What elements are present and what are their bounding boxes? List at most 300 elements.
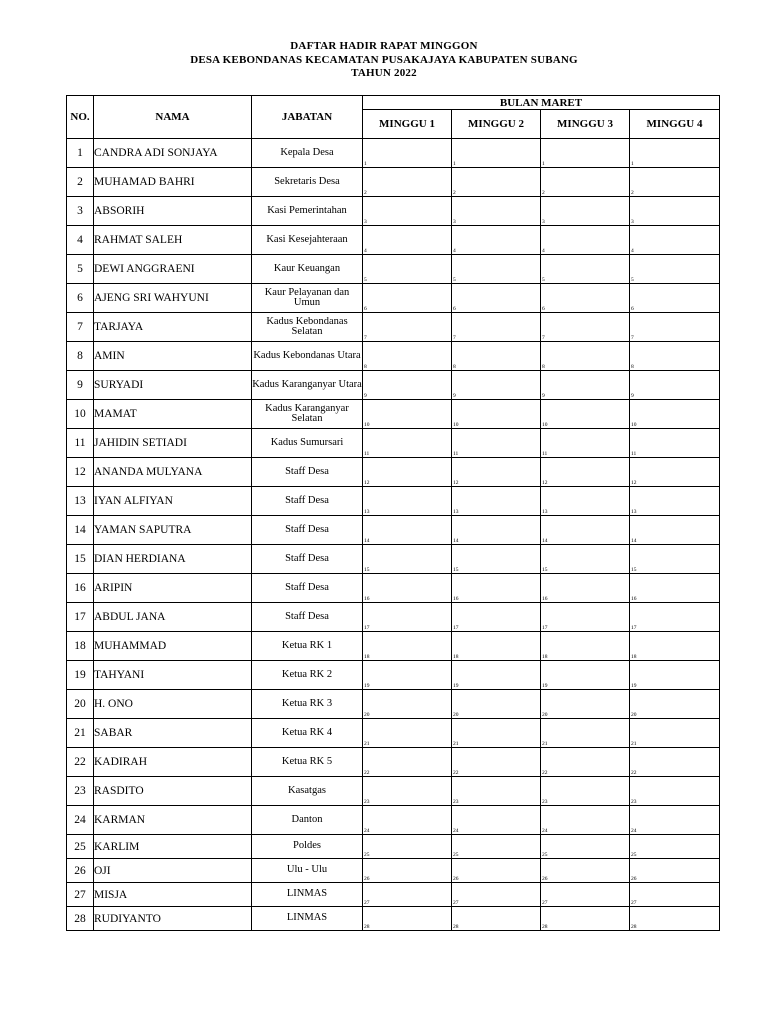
row-number: 24 (67, 806, 94, 835)
signature-cell-week-4[interactable] (630, 342, 720, 371)
signature-cell-week-3[interactable] (541, 806, 630, 835)
signature-cell-week-3[interactable] (541, 284, 630, 313)
header-month: BULAN MARET (363, 96, 720, 110)
row-name: YAMAN SAPUTRA (94, 516, 252, 545)
signature-cell-week-4[interactable] (630, 255, 720, 284)
row-name: MISJA (94, 883, 252, 907)
row-position: Kepala Desa (252, 139, 363, 168)
row-position: Kadus Kebondanas Utara (252, 342, 363, 371)
signature-line-number: 14 (453, 538, 459, 544)
row-number: 25 (67, 835, 94, 859)
table-row (67, 835, 720, 859)
signature-cell-week-3[interactable] (541, 859, 630, 883)
signature-line-number: 23 (364, 799, 370, 805)
signature-line-number: 1 (542, 161, 545, 167)
signature-line-number: 28 (453, 924, 459, 930)
signature-line-number: 24 (453, 828, 459, 834)
signature-cell-week-1[interactable] (363, 883, 452, 907)
signature-line-number: 19 (542, 683, 548, 689)
row-name: ABDUL JANA (94, 603, 252, 632)
row-position: Kasatgas (252, 777, 363, 806)
document-title: DAFTAR HADIR RAPAT MINGGON (290, 40, 478, 52)
signature-line-number: 13 (542, 509, 548, 515)
signature-cell-week-4[interactable] (630, 226, 720, 255)
signature-cell-week-2[interactable] (452, 197, 541, 226)
table-row (67, 806, 720, 835)
signature-line-number: 9 (631, 393, 634, 399)
signature-line-number: 14 (364, 538, 370, 544)
signature-cell-week-4[interactable] (630, 603, 720, 632)
signature-cell-week-1[interactable] (363, 835, 452, 859)
row-position: Staff Desa (252, 516, 363, 545)
signature-cell-week-1[interactable] (363, 429, 452, 458)
row-name: ANANDA MULYANA (94, 458, 252, 487)
signature-cell-week-4[interactable] (630, 168, 720, 197)
signature-cell-week-4[interactable] (630, 777, 720, 806)
signature-cell-week-2[interactable] (452, 516, 541, 545)
signature-cell-week-3[interactable] (541, 313, 630, 342)
row-number: 9 (67, 371, 94, 400)
row-name: MUHAMMAD (94, 632, 252, 661)
row-position: Kadus Kebondanas Selatan (252, 313, 363, 342)
signature-line-number: 11 (542, 451, 548, 457)
signature-cell-week-4[interactable] (630, 400, 720, 429)
signature-cell-week-1[interactable] (363, 907, 452, 931)
signature-line-number: 12 (631, 480, 637, 486)
signature-line-number: 8 (364, 364, 367, 370)
signature-cell-week-4[interactable] (630, 719, 720, 748)
signature-cell-week-3[interactable] (541, 835, 630, 859)
document-heading (0, 40, 768, 81)
row-name: MAMAT (94, 400, 252, 429)
row-name: AJENG SRI WAHYUNI (94, 284, 252, 313)
row-position: Kaur Pelayanan dan Umun (252, 284, 363, 313)
signature-line-number: 19 (631, 683, 637, 689)
row-number: 7 (67, 313, 94, 342)
signature-cell-week-4[interactable] (630, 516, 720, 545)
signature-line-number: 27 (542, 900, 548, 906)
header-no: NO. (67, 96, 94, 139)
table-row (67, 545, 720, 574)
signature-line-number: 2 (364, 190, 367, 196)
row-position: Sekretaris Desa (252, 168, 363, 197)
row-position: Kaur Keuangan (252, 255, 363, 284)
signature-cell-week-2[interactable] (452, 458, 541, 487)
signature-line-number: 21 (631, 741, 637, 747)
table-row (67, 400, 720, 429)
signature-line-number: 15 (364, 567, 370, 573)
signature-cell-week-2[interactable] (452, 835, 541, 859)
signature-cell-week-3[interactable] (541, 487, 630, 516)
signature-cell-week-4[interactable] (630, 371, 720, 400)
signature-cell-week-3[interactable] (541, 603, 630, 632)
signature-line-number: 5 (453, 277, 456, 283)
row-number: 20 (67, 690, 94, 719)
signature-line-number: 17 (542, 625, 548, 631)
signature-cell-week-2[interactable] (452, 603, 541, 632)
signature-line-number: 16 (631, 596, 637, 602)
signature-cell-week-1[interactable] (363, 487, 452, 516)
signature-cell-week-4[interactable] (630, 859, 720, 883)
row-position: Ketua RK 2 (252, 661, 363, 690)
signature-cell-week-1[interactable] (363, 632, 452, 661)
signature-line-number: 7 (542, 335, 545, 341)
signature-cell-week-4[interactable] (630, 661, 720, 690)
signature-line-number: 18 (453, 654, 459, 660)
row-position: Kadus Karanganyar Utara (252, 371, 363, 400)
signature-cell-week-2[interactable] (452, 719, 541, 748)
signature-line-number: 13 (631, 509, 637, 515)
signature-cell-week-1[interactable] (363, 139, 452, 168)
signature-line-number: 15 (453, 567, 459, 573)
table-row (67, 883, 720, 907)
signature-cell-week-2[interactable] (452, 371, 541, 400)
signature-cell-week-1[interactable] (363, 748, 452, 777)
signature-line-number: 22 (542, 770, 548, 776)
table-row (67, 429, 720, 458)
signature-cell-week-3[interactable] (541, 226, 630, 255)
row-number: 28 (67, 907, 94, 931)
signature-cell-week-1[interactable] (363, 226, 452, 255)
signature-line-number: 17 (631, 625, 637, 631)
signature-cell-week-3[interactable] (541, 139, 630, 168)
signature-line-number: 27 (453, 900, 459, 906)
signature-cell-week-4[interactable] (630, 690, 720, 719)
signature-line-number: 4 (364, 248, 367, 254)
signature-cell-week-3[interactable] (541, 255, 630, 284)
table-row (67, 139, 720, 168)
signature-cell-week-1[interactable] (363, 168, 452, 197)
signature-cell-week-1[interactable] (363, 255, 452, 284)
signature-line-number: 17 (364, 625, 370, 631)
signature-cell-week-4[interactable] (630, 806, 720, 835)
signature-cell-week-4[interactable] (630, 197, 720, 226)
signature-line-number: 24 (631, 828, 637, 834)
signature-line-number: 12 (364, 480, 370, 486)
signature-cell-week-4[interactable] (630, 284, 720, 313)
signature-cell-week-2[interactable] (452, 859, 541, 883)
row-position: LINMAS (252, 907, 363, 931)
signature-line-number: 5 (542, 277, 545, 283)
row-name: KARLIM (94, 835, 252, 859)
signature-line-number: 12 (453, 480, 459, 486)
signature-cell-week-1[interactable] (363, 313, 452, 342)
table-row (67, 748, 720, 777)
row-position: Ketua RK 3 (252, 690, 363, 719)
signature-cell-week-2[interactable] (452, 690, 541, 719)
row-position: Staff Desa (252, 458, 363, 487)
row-number: 13 (67, 487, 94, 516)
signature-line-number: 4 (631, 248, 634, 254)
signature-cell-week-3[interactable] (541, 574, 630, 603)
signature-cell-week-2[interactable] (452, 226, 541, 255)
signature-line-number: 4 (542, 248, 545, 254)
signature-line-number: 21 (542, 741, 548, 747)
signature-line-number: 23 (542, 799, 548, 805)
signature-line-number: 17 (453, 625, 459, 631)
signature-cell-week-1[interactable] (363, 719, 452, 748)
signature-line-number: 3 (364, 219, 367, 225)
row-number: 2 (67, 168, 94, 197)
row-number: 21 (67, 719, 94, 748)
signature-cell-week-2[interactable] (452, 574, 541, 603)
signature-line-number: 18 (631, 654, 637, 660)
signature-cell-week-1[interactable] (363, 859, 452, 883)
signature-cell-week-4[interactable] (630, 748, 720, 777)
signature-line-number: 3 (542, 219, 545, 225)
signature-cell-week-2[interactable] (452, 487, 541, 516)
signature-cell-week-3[interactable] (541, 197, 630, 226)
table-row (67, 574, 720, 603)
signature-cell-week-3[interactable] (541, 458, 630, 487)
signature-cell-week-4[interactable] (630, 835, 720, 859)
signature-line-number: 13 (453, 509, 459, 515)
signature-cell-week-4[interactable] (630, 429, 720, 458)
table-row (67, 313, 720, 342)
signature-cell-week-4[interactable] (630, 883, 720, 907)
row-name: RASDITO (94, 777, 252, 806)
signature-line-number: 20 (453, 712, 459, 718)
row-position: Staff Desa (252, 487, 363, 516)
signature-cell-week-2[interactable] (452, 168, 541, 197)
signature-line-number: 25 (542, 852, 548, 858)
signature-cell-week-1[interactable] (363, 516, 452, 545)
row-name: JAHIDIN SETIADI (94, 429, 252, 458)
signature-cell-week-3[interactable] (541, 632, 630, 661)
signature-cell-week-3[interactable] (541, 690, 630, 719)
row-name: H. ONO (94, 690, 252, 719)
signature-cell-week-2[interactable] (452, 777, 541, 806)
signature-line-number: 18 (364, 654, 370, 660)
row-number: 23 (67, 777, 94, 806)
signature-cell-week-2[interactable] (452, 342, 541, 371)
row-number: 15 (67, 545, 94, 574)
signature-line-number: 28 (542, 924, 548, 930)
signature-cell-week-3[interactable] (541, 719, 630, 748)
signature-cell-week-1[interactable] (363, 284, 452, 313)
signature-line-number: 23 (631, 799, 637, 805)
signature-line-number: 7 (631, 335, 634, 341)
row-position: Ketua RK 4 (252, 719, 363, 748)
signature-line-number: 20 (542, 712, 548, 718)
signature-cell-week-2[interactable] (452, 313, 541, 342)
signature-cell-week-2[interactable] (452, 545, 541, 574)
signature-line-number: 25 (631, 852, 637, 858)
signature-cell-week-3[interactable] (541, 342, 630, 371)
signature-line-number: 12 (542, 480, 548, 486)
signature-cell-week-2[interactable] (452, 255, 541, 284)
signature-line-number: 14 (542, 538, 548, 544)
signature-cell-week-4[interactable] (630, 545, 720, 574)
signature-line-number: 11 (364, 451, 370, 457)
row-position: Kasi Pemerintahan (252, 197, 363, 226)
table-row (67, 255, 720, 284)
signature-cell-week-4[interactable] (630, 632, 720, 661)
row-name: RUDIYANTO (94, 907, 252, 931)
signature-line-number: 10 (631, 422, 637, 428)
signature-line-number: 26 (542, 876, 548, 882)
signature-line-number: 9 (364, 393, 367, 399)
signature-line-number: 6 (364, 306, 367, 312)
signature-cell-week-3[interactable] (541, 777, 630, 806)
row-name: CANDRA ADI SONJAYA (94, 139, 252, 168)
signature-line-number: 1 (364, 161, 367, 167)
row-name: ABSORIH (94, 197, 252, 226)
signature-cell-week-1[interactable] (363, 690, 452, 719)
row-name: ARIPIN (94, 574, 252, 603)
row-number: 1 (67, 139, 94, 168)
header-nama: NAMA (94, 96, 252, 139)
signature-cell-week-1[interactable] (363, 545, 452, 574)
signature-cell-week-1[interactable] (363, 574, 452, 603)
signature-line-number: 22 (453, 770, 459, 776)
signature-cell-week-2[interactable] (452, 284, 541, 313)
signature-cell-week-4[interactable] (630, 458, 720, 487)
row-number: 8 (67, 342, 94, 371)
signature-cell-week-3[interactable] (541, 748, 630, 777)
signature-cell-week-3[interactable] (541, 661, 630, 690)
row-name: SURYADI (94, 371, 252, 400)
signature-line-number: 2 (542, 190, 545, 196)
row-position: LINMAS (252, 883, 363, 907)
row-name: TARJAYA (94, 313, 252, 342)
table-row (67, 777, 720, 806)
signature-cell-week-2[interactable] (452, 632, 541, 661)
signature-cell-week-2[interactable] (452, 400, 541, 429)
signature-line-number: 1 (631, 161, 634, 167)
signature-cell-week-3[interactable] (541, 907, 630, 931)
signature-cell-week-1[interactable] (363, 661, 452, 690)
row-position: Ketua RK 1 (252, 632, 363, 661)
signature-cell-week-2[interactable] (452, 883, 541, 907)
signature-line-number: 15 (542, 567, 548, 573)
row-number: 16 (67, 574, 94, 603)
row-name: IYAN ALFIYAN (94, 487, 252, 516)
row-name: TAHYANI (94, 661, 252, 690)
row-number: 3 (67, 197, 94, 226)
signature-line-number: 3 (631, 219, 634, 225)
signature-cell-week-2[interactable] (452, 661, 541, 690)
signature-line-number: 11 (453, 451, 459, 457)
signature-cell-week-3[interactable] (541, 168, 630, 197)
signature-line-number: 1 (453, 161, 456, 167)
table-header (67, 96, 720, 139)
signature-cell-week-1[interactable] (363, 777, 452, 806)
row-number: 4 (67, 226, 94, 255)
signature-line-number: 7 (364, 335, 367, 341)
signature-cell-week-1[interactable] (363, 603, 452, 632)
row-position: Kadus Karanganyar Selatan (252, 400, 363, 429)
signature-line-number: 15 (631, 567, 637, 573)
signature-cell-week-1[interactable] (363, 371, 452, 400)
table-row (67, 226, 720, 255)
signature-line-number: 26 (364, 876, 370, 882)
table-row (67, 168, 720, 197)
signature-line-number: 9 (453, 393, 456, 399)
row-position: Staff Desa (252, 545, 363, 574)
signature-cell-week-4[interactable] (630, 139, 720, 168)
signature-cell-week-4[interactable] (630, 487, 720, 516)
row-number: 12 (67, 458, 94, 487)
signature-cell-week-3[interactable] (541, 429, 630, 458)
signature-line-number: 16 (453, 596, 459, 602)
signature-cell-week-1[interactable] (363, 458, 452, 487)
attendance-table (66, 95, 720, 931)
signature-cell-week-3[interactable] (541, 545, 630, 574)
signature-cell-week-2[interactable] (452, 748, 541, 777)
header-week-3: MINGGU 3 (541, 110, 630, 139)
signature-cell-week-2[interactable] (452, 806, 541, 835)
signature-cell-week-1[interactable] (363, 400, 452, 429)
signature-cell-week-1[interactable] (363, 342, 452, 371)
signature-line-number: 2 (631, 190, 634, 196)
row-name: RAHMAT SALEH (94, 226, 252, 255)
table-row (67, 690, 720, 719)
signature-line-number: 24 (364, 828, 370, 834)
row-number: 14 (67, 516, 94, 545)
row-number: 26 (67, 859, 94, 883)
signature-cell-week-4[interactable] (630, 907, 720, 931)
row-number: 17 (67, 603, 94, 632)
signature-line-number: 6 (631, 306, 634, 312)
signature-line-number: 25 (364, 852, 370, 858)
table-row (67, 371, 720, 400)
signature-line-number: 22 (364, 770, 370, 776)
signature-cell-week-3[interactable] (541, 400, 630, 429)
row-position: Staff Desa (252, 603, 363, 632)
row-name: KARMAN (94, 806, 252, 835)
signature-line-number: 23 (453, 799, 459, 805)
signature-line-number: 21 (364, 741, 370, 747)
signature-line-number: 10 (542, 422, 548, 428)
header-week-4: MINGGU 4 (630, 110, 720, 139)
row-number: 19 (67, 661, 94, 690)
signature-cell-week-1[interactable] (363, 197, 452, 226)
table-row (67, 907, 720, 931)
signature-line-number: 5 (631, 277, 634, 283)
signature-line-number: 27 (631, 900, 637, 906)
signature-line-number: 27 (364, 900, 370, 906)
row-name: SABAR (94, 719, 252, 748)
signature-line-number: 5 (364, 277, 367, 283)
row-number: 6 (67, 284, 94, 313)
signature-line-number: 9 (542, 393, 545, 399)
signature-cell-week-3[interactable] (541, 516, 630, 545)
table-row (67, 859, 720, 883)
signature-line-number: 19 (364, 683, 370, 689)
signature-cell-week-4[interactable] (630, 313, 720, 342)
signature-cell-week-1[interactable] (363, 806, 452, 835)
signature-cell-week-3[interactable] (541, 883, 630, 907)
row-number: 22 (67, 748, 94, 777)
signature-cell-week-2[interactable] (452, 139, 541, 168)
signature-line-number: 25 (453, 852, 459, 858)
signature-line-number: 13 (364, 509, 370, 515)
table-row (67, 284, 720, 313)
signature-cell-week-4[interactable] (630, 574, 720, 603)
signature-cell-week-2[interactable] (452, 429, 541, 458)
signature-cell-week-3[interactable] (541, 371, 630, 400)
signature-cell-week-2[interactable] (452, 907, 541, 931)
table-row (67, 632, 720, 661)
header-week-2: MINGGU 2 (452, 110, 541, 139)
signature-line-number: 6 (453, 306, 456, 312)
signature-line-number: 21 (453, 741, 459, 747)
header-week-1: MINGGU 1 (363, 110, 452, 139)
table-row (67, 603, 720, 632)
signature-line-number: 11 (631, 451, 637, 457)
signature-line-number: 8 (631, 364, 634, 370)
